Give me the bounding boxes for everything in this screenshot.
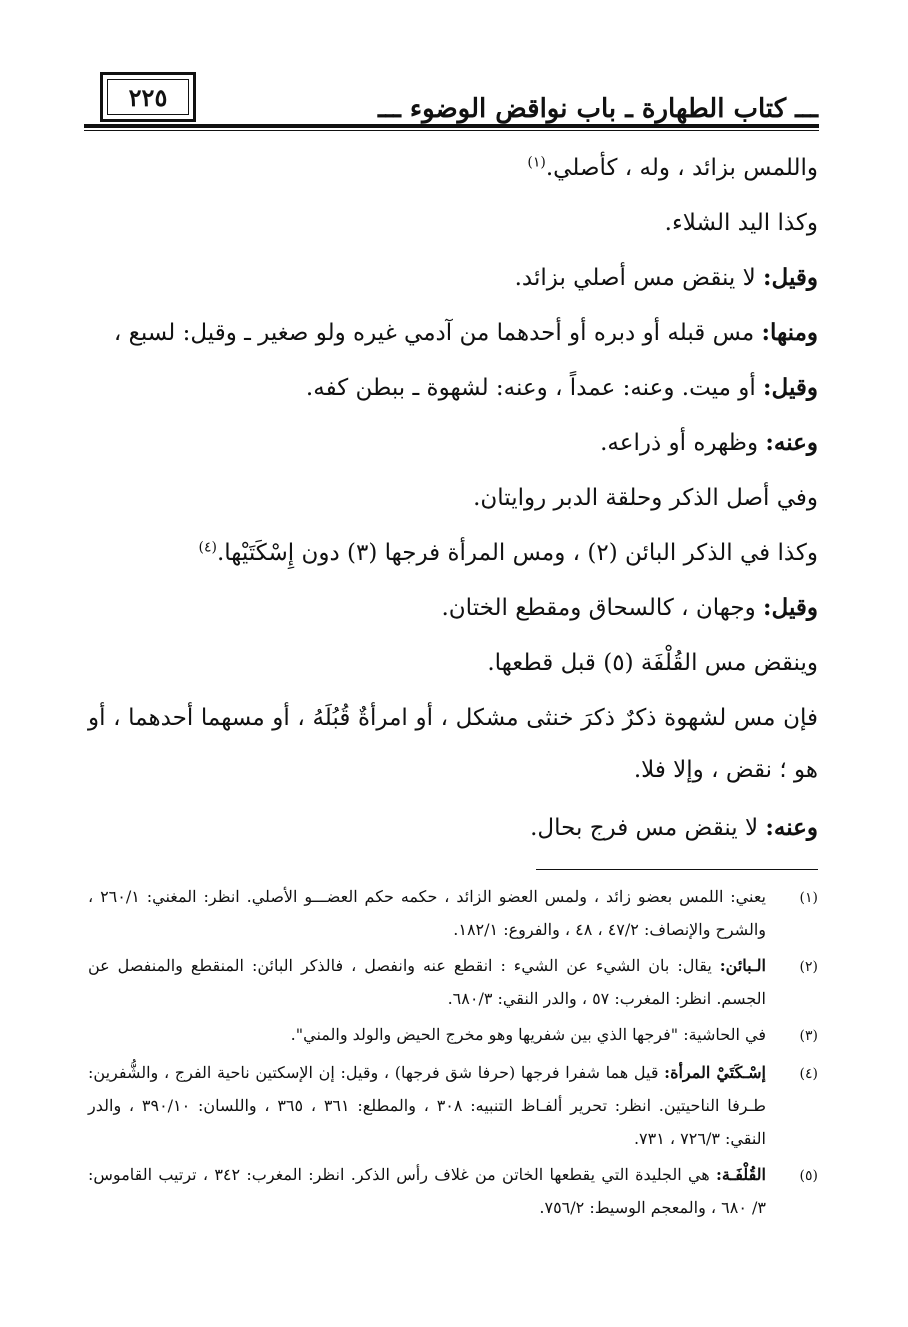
footnote: [88, 1018, 818, 1053]
paragraph: [88, 417, 818, 472]
paragraph-text: وينقض مس القُلْفَة (٥) قبل قطعها.: [487, 650, 818, 676]
header-rule-thick: [84, 124, 819, 128]
paragraph-text: لا ينقض مس فرج بحال.: [530, 815, 766, 841]
footnote-number: (٤): [799, 1066, 818, 1082]
running-head: ـــ كتاب الطهارة ـ باب نواقض الوضوء ـــ: [378, 94, 818, 124]
paragraph-text: أو ميت. وعنه: عمداً ، وعنه: لشهوة ـ ببطن كفه.: [305, 375, 764, 401]
paragraph-text: واللمس بزائد ، وله ، كأصلي.: [545, 155, 818, 181]
page-number: ٢٢٥: [128, 82, 168, 112]
footnote: [88, 949, 818, 1015]
footnote-body: [88, 949, 766, 1015]
paragraph-text: مس قبله أو دبره أو أحدهما من آدمي غيره ولو صغير ـ وقيل: لسبع ،: [113, 320, 762, 346]
footnote-text: يعني: اللمس بعضو زائد ، ولمس العضو الزائد ، حكمه حكم العضـــو الأصلي. انظر: المغني: ٢٦٠/١ ، والشرح والإنصاف: ٤٧/٢ ، ٤٨ ، والفروع: ١٨٢/١.: [88, 887, 767, 939]
footnote-text: في الحاشية: "فرجها الذي بين شفريها وهو مخرج الحيض والولد والمني".: [290, 1025, 766, 1044]
footnote: [88, 1158, 818, 1224]
footnote-mark: (٤): [198, 539, 217, 556]
paragraph-text: لا ينقض مس أصلي بزائد.: [514, 265, 764, 291]
footnote-separator: [536, 869, 818, 870]
paragraph: [88, 197, 818, 252]
footnotes: [88, 880, 818, 1227]
footnote-term: الـبائن:: [719, 956, 766, 975]
footnote-number: (٥): [799, 1168, 818, 1184]
paragraph-text: وظهره أو ذراعه.: [600, 430, 766, 456]
paragraph: [88, 252, 818, 307]
paragraph-lead: وقيل:: [763, 594, 818, 621]
paragraph: [88, 692, 818, 802]
header-rule-thin: [84, 130, 819, 131]
footnote-number: (٣): [799, 1028, 818, 1044]
footnote-body: [88, 880, 766, 946]
footnote-text: هي الجليدة التي يقطعها الخاتن من غلاف رأس الذكر. انظر: المغرب: ٣٤٢ ، ترتيب القاموس: ٣/ ٦٨٠ ، والمعجم الوسيط: ٧٥٦/٢.: [88, 1165, 766, 1217]
paragraph: [88, 637, 818, 692]
footnote-term: إسْـكَتَيْ المرأة:: [664, 1063, 766, 1082]
paragraph-lead: ومنها:: [761, 319, 818, 346]
paragraph-text: فإن مس لشهوة ذكرٌ ذكرَ خنثى مشكل ، أو امرأةٌ قُبُلَهُ ، أو مسهما أحدهما ، أو هو ؛ نقض ، وإلا فلا.: [88, 705, 818, 783]
paragraph-text: وكذا اليد الشلاء.: [664, 210, 818, 236]
footnote-number: (٢): [799, 959, 818, 975]
footnote-mark: (١): [527, 154, 546, 171]
paragraph: [88, 802, 818, 857]
paragraph-text: وكذا في الذكر البائن (٢) ، ومس المرأة فرجها (٣) دون إِسْكَتَيْها.: [216, 540, 818, 566]
footnote-text: يقال: بان الشيء عن الشيء : انقطع عنه وانفصل ، فالذكر البائن: المنقطع والمنفصل عن الجسم. انظر: المغرب: ٥٧ ، والدر النقي: ٦٨٠/٣.: [88, 956, 766, 1008]
footnote-body: [88, 1018, 766, 1053]
paragraph-lead: وعنه:: [765, 429, 818, 456]
paragraph: [88, 142, 818, 197]
paragraph-lead: وعنه:: [765, 814, 818, 841]
footnote-term: القُلْفَـة:: [716, 1165, 766, 1184]
paragraph-lead: وقيل:: [763, 264, 818, 291]
footnote-number: (١): [799, 890, 818, 906]
paragraph: [88, 307, 818, 362]
paragraph-text: وفي أصل الذكر وحلقة الدبر روايتان.: [473, 485, 818, 511]
body-text: [88, 142, 818, 857]
paragraph: [88, 362, 818, 417]
paragraph: [88, 472, 818, 527]
footnote: [88, 1056, 818, 1155]
paragraph: [88, 582, 818, 637]
footnote-body: [88, 1056, 766, 1155]
paragraph: [88, 527, 818, 582]
paragraph-text: وجهان ، كالسحاق ومقطع الختان.: [441, 595, 764, 621]
footnote: [88, 880, 818, 946]
page-number-box: [100, 72, 196, 122]
footnote-body: [88, 1158, 766, 1224]
paragraph-lead: وقيل:: [763, 374, 818, 401]
footnote-text: قيل هما شفرا فرجها (حرفا شق فرجها) ، وقيل: إن الإسكتين ناحية الفرج ، والشُّفرين: طـرفا الناحيتين. انظر: تحرير ألفـاظ التنبيه: ٣٠٨ ، والمطلع: ٣٦١ ، ٣٦٥ ، واللسان: ٣٩٠/١٠ ، والدر النقي: ٧٢٦/٣ ، ٧٣١.: [88, 1063, 767, 1148]
